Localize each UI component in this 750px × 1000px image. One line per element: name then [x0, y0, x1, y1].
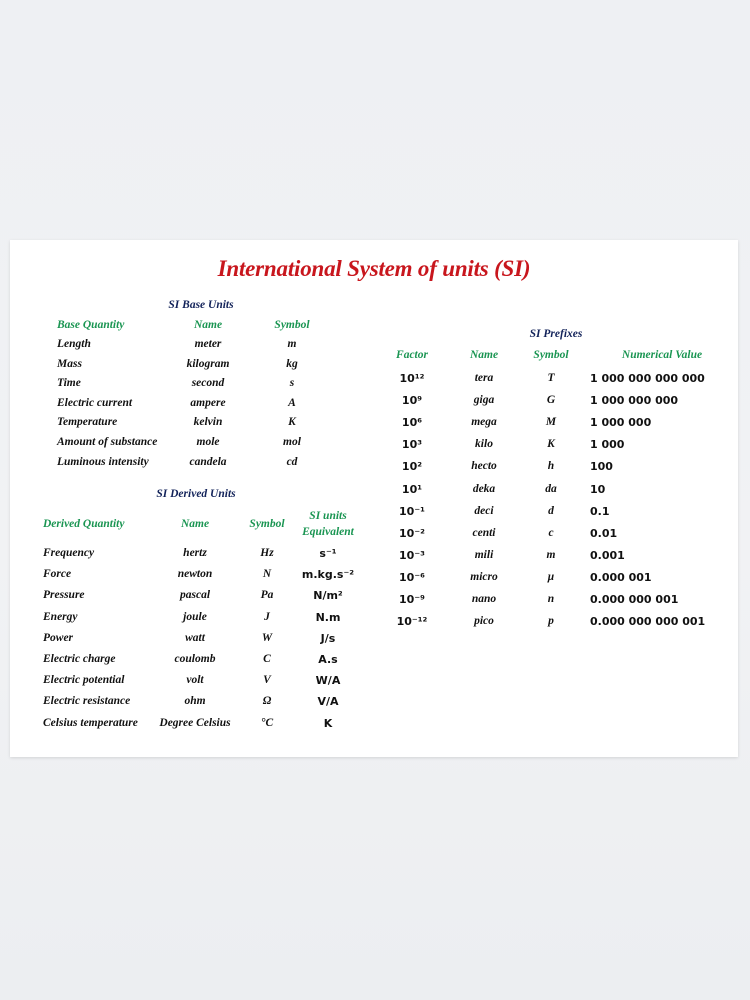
base-name-cell: kelvin: [193, 416, 223, 429]
prefix-numerical-value-cell: 1 000 000: [590, 416, 652, 430]
prefix-header-numerical-value: Numerical Value: [621, 349, 703, 361]
derived-name-cell: newton: [177, 568, 213, 581]
prefix-symbol-cell: m: [546, 548, 556, 561]
prefix-name-cell: hecto: [471, 460, 497, 473]
prefix-numerical-value-cell: 1 000 000 000: [590, 394, 679, 408]
prefix-numerical-value-cell: 0.001: [590, 548, 625, 562]
prefix-factor-cell: 10⁶: [401, 416, 423, 430]
base-quantity-cell: Length: [57, 338, 91, 350]
derived-quantity-cell: Frequency: [43, 547, 95, 559]
prefix-numerical-value-cell: 1 000: [590, 438, 625, 452]
prefix-symbol-cell: d: [548, 504, 554, 517]
prefix-name-cell: deka: [472, 482, 496, 495]
base-units-section-title: SI Base Units: [168, 299, 234, 311]
derived-symbol-cell: J: [264, 610, 270, 623]
prefix-factor-cell: 10⁹: [401, 394, 423, 408]
prefix-symbol-cell: G: [546, 394, 556, 407]
prefix-numerical-value-cell: 10: [590, 482, 606, 496]
prefix-symbol-cell: p: [548, 615, 554, 628]
derived-header-symbol: Symbol: [249, 518, 285, 530]
base-name-cell: mole: [196, 436, 220, 448]
prefix-numerical-value-cell: 0.000 000 000 001: [590, 615, 706, 629]
derived-quantity-cell: Electric charge: [43, 653, 116, 665]
prefix-factor-cell: 10⁻⁶: [399, 570, 425, 584]
prefix-factor-cell: 10¹: [401, 482, 423, 496]
si-units-poster: [10, 240, 738, 757]
derived-header-equivalent: Equivalent: [302, 526, 354, 538]
base-name-cell: second: [191, 377, 225, 390]
prefix-name-cell: tera: [474, 372, 494, 384]
derived-name-cell: ohm: [184, 695, 206, 708]
base-quantity-cell: Mass: [57, 357, 82, 370]
base-symbol-cell: s: [289, 377, 295, 390]
base-symbol-cell: kg: [286, 357, 298, 370]
derived-si-equivalent-cell: s⁻¹: [319, 547, 337, 560]
prefix-factor-cell: 10⁻⁹: [399, 593, 425, 606]
derived-quantity-cell: Pressure: [43, 589, 85, 602]
derived-symbol-cell: Ω: [262, 695, 272, 708]
prefix-factor-cell: 10³: [401, 438, 423, 452]
derived-symbol-cell: Hz: [260, 547, 274, 559]
prefix-header-symbol: Symbol: [533, 349, 569, 361]
prefix-factor-cell: 10²: [401, 460, 423, 474]
prefix-header-name: Name: [469, 349, 499, 361]
derived-quantity-cell: Electric potential: [43, 674, 125, 687]
base-quantity-cell: Luminous intensity: [57, 455, 149, 468]
derived-name-cell: volt: [186, 674, 204, 687]
derived-header-quantity: Derived Quantity: [43, 518, 125, 530]
prefix-name-cell: pico: [474, 615, 494, 628]
prefix-factor-cell: 10⁻¹: [399, 504, 425, 518]
prefix-factor-cell: 10⁻²: [399, 526, 425, 540]
base-symbol-cell: m: [287, 338, 297, 350]
prefix-numerical-value-cell: 0.1: [590, 504, 610, 518]
prefix-symbol-cell: K: [547, 438, 555, 451]
prefix-symbol-cell: da: [545, 482, 557, 495]
base-quantity-cell: Time: [57, 377, 81, 390]
base-header-symbol: Symbol: [274, 319, 310, 331]
derived-quantity-cell: Celsius temperature: [43, 716, 138, 729]
derived-quantity-cell: Energy: [43, 610, 78, 623]
derived-units-section-title: SI Derived Units: [156, 488, 236, 500]
derived-si-equivalent-cell: K: [323, 716, 333, 730]
derived-symbol-cell: °C: [260, 716, 274, 729]
prefix-numerical-value-cell: 1 000 000 000 000: [590, 372, 705, 385]
derived-symbol-cell: C: [263, 653, 271, 665]
poster-title: International System of units (SI): [217, 256, 531, 281]
prefix-name-cell: deci: [474, 504, 494, 517]
base-header-name: Name: [193, 319, 223, 331]
prefix-header-factor: Factor: [396, 349, 428, 361]
derived-name-cell: coulomb: [174, 653, 216, 665]
prefix-numerical-value-cell: 100: [590, 460, 613, 474]
derived-si-equivalent-cell: V/A: [317, 695, 339, 709]
prefix-symbol-cell: c: [548, 526, 554, 539]
base-name-cell: kilogram: [186, 357, 230, 370]
prefix-name-cell: giga: [473, 394, 495, 407]
derived-symbol-cell: Pa: [260, 589, 274, 602]
derived-symbol-cell: W: [261, 631, 273, 644]
base-quantity-cell: Amount of substance: [57, 436, 158, 448]
base-name-cell: candela: [189, 455, 227, 468]
prefix-name-cell: mega: [471, 416, 497, 429]
derived-si-equivalent-cell: W/A: [315, 674, 341, 688]
prefix-symbol-cell: n: [547, 593, 555, 605]
base-symbol-cell: mol: [283, 436, 301, 448]
prefix-numerical-value-cell: 0.000 001: [590, 570, 652, 584]
derived-si-equivalent-cell: m.kg.s⁻²: [301, 568, 355, 582]
derived-symbol-cell: V: [263, 674, 271, 687]
prefix-name-cell: micro: [470, 570, 498, 583]
base-quantity-cell: Temperature: [57, 416, 118, 429]
derived-quantity-cell: Electric resistance: [43, 695, 131, 708]
base-symbol-cell: K: [288, 416, 296, 429]
derived-si-equivalent-cell: J/s: [320, 631, 336, 645]
base-quantity-cell: Electric current: [57, 396, 133, 409]
prefix-name-cell: kilo: [475, 438, 493, 451]
prefix-symbol-cell: h: [547, 460, 555, 473]
derived-name-cell: watt: [185, 631, 205, 644]
base-header-quantity: Base Quantity: [57, 319, 125, 331]
prefix-factor-cell: 10⁻³: [399, 548, 425, 562]
prefix-name-cell: centi: [472, 526, 496, 539]
prefix-factor-cell: 10¹²: [399, 372, 425, 385]
derived-si-equivalent-cell: N/m²: [313, 589, 343, 603]
prefix-numerical-value-cell: 0.000 000 001: [590, 593, 679, 606]
derived-name-cell: pascal: [179, 589, 211, 602]
derived-si-equivalent-cell: N.m: [315, 610, 341, 624]
derived-name-cell: hertz: [183, 547, 207, 559]
derived-quantity-cell: Force: [43, 568, 72, 581]
prefix-symbol-cell: T: [547, 372, 555, 384]
prefix-name-cell: mili: [474, 548, 494, 561]
base-name-cell: ampere: [190, 396, 226, 409]
prefix-symbol-cell: M: [545, 416, 557, 429]
prefix-factor-cell: 10⁻¹²: [396, 615, 428, 629]
prefix-numerical-value-cell: 0.01: [590, 526, 618, 540]
derived-header-name: Name: [180, 518, 210, 530]
derived-symbol-cell: N: [262, 568, 272, 581]
prefix-symbol-cell: μ: [547, 570, 555, 583]
derived-quantity-cell: Power: [43, 631, 74, 644]
derived-si-equivalent-cell: A.s: [318, 653, 338, 666]
base-symbol-cell: cd: [286, 455, 298, 468]
base-name-cell: meter: [194, 338, 222, 350]
prefixes-section-title: SI Prefixes: [529, 328, 583, 340]
derived-header-si-units: SI units: [309, 510, 347, 522]
derived-name-cell: joule: [183, 610, 207, 623]
derived-name-cell: Degree Celsius: [159, 716, 231, 729]
base-symbol-cell: A: [288, 396, 296, 409]
prefix-name-cell: nano: [471, 593, 497, 605]
